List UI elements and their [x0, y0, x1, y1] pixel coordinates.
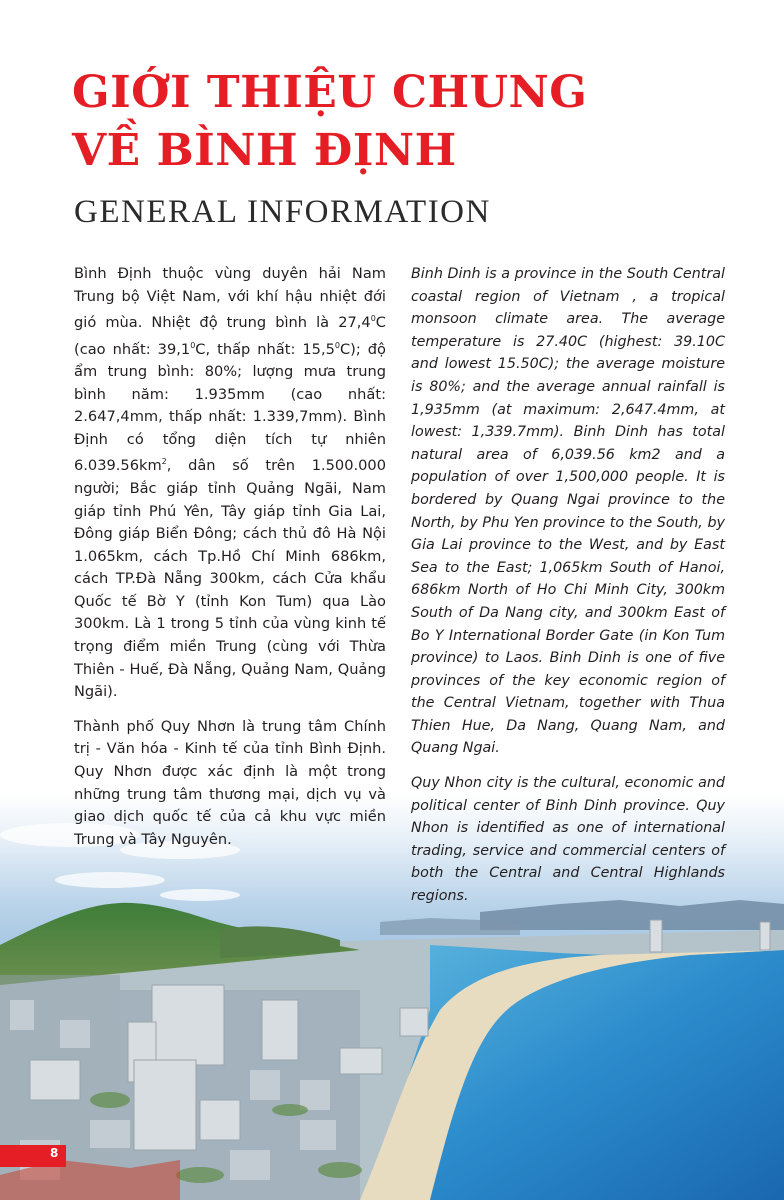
vietnamese-paragraph-1	[74, 263, 386, 704]
vi-para1-text-d: C); độ ẩm trung bình: 80%; lượng mưa trung bình năm: 1.935mm (cao nhất: 2.647,4mm, thấp nhất: 1.339,7mm). Bình Định có tổng diện tích tự nhiên 6.039.56km	[74, 340, 386, 475]
title-line-2: VỀ BÌNH ĐỊNH	[72, 125, 457, 176]
vi-superscript-3: 0	[334, 340, 340, 350]
english-paragraph-1: Binh Dinh is a province in the South Central coastal region of Vietnam , a tropical monsoon climate area. The average temperature is 27.40C (highest: 39.10C and lowest 15.50C); the average moisture is 80%; and the average annual rainfall is 1,935mm (at maximum: 2,647.4mm, at lowest: 1,339.7mm). Binh Dinh has total natural area of 6,039.56 km2 and a population of over 1,500,000 people. It is bordered by Quang Ngai province to the North, by Phu Yen province to the South, by Gia Lai province to the West, and by East Sea to the East; 1,065km South of Hanoi, 686km North of Ho Chi Minh City, 300km South of Da Nang city, and 300km East of Bo Y International Border Gate (in Kon Tum province) to Laos. Binh Dinh is one of five provinces of the key economic region of the Central Vietnam, together with Thua Thien Hue, Da Nang, Quang Nam, and Quang Ngai.	[411, 266, 725, 757]
english-paragraph-2: Quy Nhon city is the cultural, economic and political center of Binh Dinh province. Quy Nhon is identified as one of international trading, service and commercial centers of both the Central and Central Highlands regions.	[411, 775, 725, 905]
vi-para1-text-c: C, thấp nhất: 15,5	[195, 340, 335, 358]
vietnamese-paragraph-2: Thành phố Quy Nhơn là trung tâm Chính trị - Văn hóa - Kinh tế của tỉnh Bình Định. Quy Nhơn được xác định là một trong những trung tâm thương mại, dịch vụ và giao dịch quốc tế của cả khu vực miền Trung và Tây Nguyên.	[74, 717, 386, 848]
title-line-1: GIỚI THIỆU CHUNG	[72, 67, 588, 118]
vi-para1-text-a: Bình Định thuộc vùng duyên hải Nam Trung bộ Việt Nam, với khí hậu nhiệt đới gió mùa. Nhiệt độ trung bình là 27,4	[74, 265, 386, 332]
page-subtitle: GENERAL INFORMATION	[74, 194, 491, 230]
vi-superscript-1: 0	[370, 314, 376, 324]
vietnamese-column	[74, 263, 386, 863]
page-title	[72, 64, 587, 180]
english-column	[411, 263, 725, 920]
vi-para1-text-e: , dân số trên 1.500.000 người; Bắc giáp tỉnh Quảng Ngãi, Nam giáp tỉnh Phú Yên, Tây giáp tỉnh Gia Lai, Đông giáp Biển Đông; cách thủ đô Hà Nội 1.065km, cách Tp.Hồ Chí Minh 686km, cách TP.Đà Nẵng 300km, cách Cửa khẩu Quốc tế Bờ Y (tỉnh Kon Tum) qua Lào 300km. Là 1 trong 5 tỉnh của vùng kinh tế trọng điểm miền Trung (cùng với Thừa Thiên - Huế, Đà Nẵng, Quảng Nam, Quảng Ngãi).	[74, 457, 386, 701]
vi-para1-text-b: C (cao nhất: 39,1	[74, 314, 386, 358]
vi-superscript-4: 2	[161, 457, 167, 467]
vi-superscript-2: 0	[190, 340, 196, 350]
page-number: 8	[50, 1146, 59, 1160]
